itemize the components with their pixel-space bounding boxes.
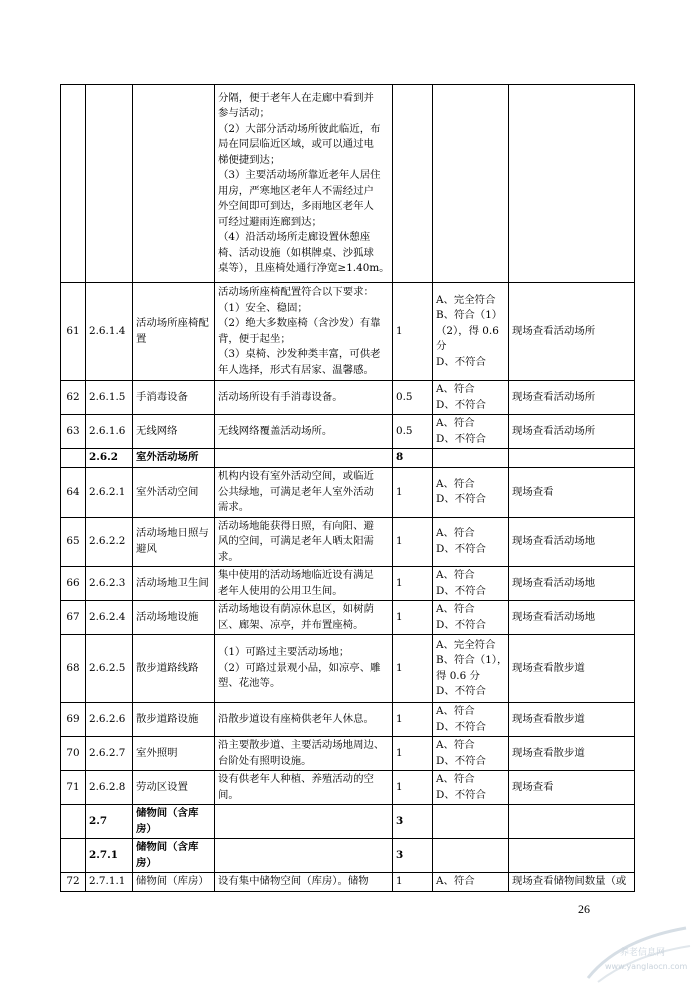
row-number: 62 — [61, 381, 86, 415]
row-content — [215, 415, 393, 449]
row-method — [509, 449, 635, 468]
table-row — [61, 737, 635, 771]
row-score: 1 — [393, 873, 433, 892]
row-content — [215, 85, 393, 283]
row-item: 室外照明 — [133, 737, 215, 771]
row-score — [393, 85, 433, 283]
row-item: 手消毒设备 — [133, 381, 215, 415]
row-score: 3 — [393, 805, 433, 839]
row-standard-line: D、不符合 — [436, 398, 486, 411]
row-score: 1 — [393, 468, 433, 518]
row-content — [215, 283, 393, 381]
row-score: 1 — [393, 601, 433, 635]
row-content-line: （2）绝大多数座椅（含沙发）有靠 — [218, 317, 381, 329]
row-content-line: （2）大部分活动场所彼此临近，布 — [218, 122, 381, 135]
row-standard-line: A、符合 — [436, 603, 475, 615]
row-code: 2.6.2 — [86, 449, 133, 468]
row-method: 现场查看储物间数量（或 — [509, 873, 635, 892]
row-item: 劳动区设置 — [133, 771, 215, 805]
row-content-line: 活动场所座椅配置符合以下要求： — [218, 286, 374, 298]
row-content-line: 无线网络覆盖活动场所。 — [218, 424, 333, 437]
row-method: 现场查看 — [509, 771, 635, 805]
row-score: 1 — [393, 737, 433, 771]
table-row — [61, 449, 635, 468]
row-standard-line: A、符合 — [436, 417, 475, 429]
row-standard-line: A、完全符合 — [436, 293, 496, 306]
row-score: 3 — [393, 839, 433, 873]
row-score: 1 — [393, 635, 433, 703]
row-standard — [433, 601, 509, 635]
row-standard — [433, 805, 509, 839]
row-content-line: 外空间即可到达，多雨地区老年人 — [218, 200, 374, 212]
table-row — [61, 873, 635, 892]
row-standard-line: A、符合 — [436, 773, 475, 785]
row-content-line: 台阶处有照明设施。 — [218, 754, 312, 767]
row-standard-line: D、不符合 — [436, 685, 486, 697]
row-standard-line: D、不符合 — [436, 720, 486, 733]
row-standard-line: A、符合 — [436, 569, 475, 581]
row-content-line: 椅、活动设施（如棋牌桌、沙狐球 — [218, 246, 374, 259]
row-code: 2.6.1.6 — [86, 415, 133, 449]
row-standard — [433, 737, 509, 771]
row-item: 无线网络 — [133, 415, 215, 449]
row-standard — [433, 415, 509, 449]
row-code — [86, 85, 133, 283]
row-standard — [433, 873, 509, 892]
row-content-line: 桌等），且座椅处通行净宽≥1.40m。 — [218, 262, 390, 274]
row-content — [215, 839, 393, 873]
row-standard-line: 得 0.6 分 — [436, 669, 480, 682]
row-standard-line: （2），得 0.6 — [436, 324, 499, 337]
row-content-line: 沿散步道设有座椅供老年人休息。 — [218, 712, 374, 725]
row-standard-line: A、符合 — [436, 477, 475, 490]
row-score: 1 — [393, 771, 433, 805]
row-content-line: 年人选择，形式有居家、温馨感。 — [218, 363, 374, 376]
row-standard — [433, 381, 509, 415]
table-row — [61, 517, 635, 567]
row-method — [509, 839, 635, 873]
row-number: 65 — [61, 517, 86, 567]
row-standard-line: A、符合 — [436, 875, 475, 887]
row-content — [215, 737, 393, 771]
row-content-line: （2）可路过景观小品，如凉亭、雕 — [218, 661, 381, 674]
row-item: 储物间（含库房） — [133, 805, 215, 839]
row-standard-line: B、符合（1）， — [436, 654, 508, 666]
row-method — [509, 85, 635, 283]
row-score: 8 — [393, 449, 433, 468]
table-row — [61, 771, 635, 805]
row-code: 2.6.2.5 — [86, 635, 133, 703]
row-content-line: 活动场地能获得日照，有向阳、避 — [218, 519, 374, 532]
row-method: 现场查看散步道 — [509, 703, 635, 737]
row-number: 71 — [61, 771, 86, 805]
row-content-line: 风的空间，可满足老年人晒太阳需 — [218, 535, 374, 547]
row-item: 活动场地设施 — [133, 601, 215, 635]
row-number — [61, 805, 86, 839]
row-content-line: 可经过避雨连廊到达； — [218, 215, 322, 228]
row-code: 2.6.2.4 — [86, 601, 133, 635]
page-number: 26 — [578, 902, 590, 916]
row-code: 2.6.1.4 — [86, 283, 133, 381]
row-item: 活动场地日照与避风 — [133, 517, 215, 567]
row-method: 现场查看活动场所 — [509, 381, 635, 415]
row-standard-line: D、不符合 — [436, 542, 486, 555]
row-content — [215, 805, 393, 839]
row-score: 1 — [393, 567, 433, 601]
table-row — [61, 415, 635, 449]
row-code: 2.6.2.6 — [86, 703, 133, 737]
row-item: 活动场地卫生间 — [133, 567, 215, 601]
row-method: 现场查看 — [509, 468, 635, 518]
row-item: 散步道路线路 — [133, 635, 215, 703]
row-number: 72 — [61, 873, 86, 892]
row-content-line: 设有供老年人种植、养殖活动的空 — [218, 773, 374, 785]
row-number: 64 — [61, 468, 86, 518]
row-code: 2.7.1.1 — [86, 873, 133, 892]
row-content-line: 需求。 — [218, 501, 250, 513]
row-standard-line: A、完全符合 — [436, 638, 496, 651]
row-method: 现场查看活动场地 — [509, 517, 635, 567]
row-content-line: 公共绿地，可满足老年人室外活动 — [218, 485, 374, 498]
row-standard-line: D、不符合 — [436, 493, 486, 506]
row-content-line: 区、廊架、凉亭，并布置座椅。 — [218, 618, 364, 631]
row-number: 61 — [61, 283, 86, 381]
row-standard-line: D、不符合 — [436, 788, 486, 801]
row-content-line: （1）安全、稳固； — [218, 301, 308, 314]
row-item: 散步道路设施 — [133, 703, 215, 737]
row-content-line: 设有集中储物空间（库房）。储物 — [218, 875, 369, 887]
row-content-line: 梯便捷到达； — [218, 153, 281, 166]
row-content-line: 活动场地设有荫凉休息区，如树荫 — [218, 603, 374, 615]
row-number — [61, 85, 86, 283]
row-method: 现场查看活动场所 — [509, 415, 635, 449]
row-method: 现场查看散步道 — [509, 635, 635, 703]
row-code: 2.6.2.8 — [86, 771, 133, 805]
row-content-line: 集中使用的活动场地临近设有满足 — [218, 569, 374, 581]
watermark-text: 养老信息网 — [620, 948, 666, 958]
row-score: 1 — [393, 703, 433, 737]
row-score: 1 — [393, 283, 433, 381]
row-content — [215, 567, 393, 601]
row-method: 现场查看散步道 — [509, 737, 635, 771]
row-code: 2.6.2.7 — [86, 737, 133, 771]
row-code: 2.7.1 — [86, 839, 133, 873]
row-method: 现场查看活动场地 — [509, 601, 635, 635]
row-code: 2.6.2.1 — [86, 468, 133, 518]
row-standard-line: D、不符合 — [436, 618, 486, 631]
row-number: 69 — [61, 703, 86, 737]
row-content-line: 分隔，便于老年人在走廊中看到并 — [218, 91, 374, 104]
watermark-url: www.yanglaocn.com — [605, 962, 688, 971]
row-content-line: （3）桌椅、沙发种类丰富，可供老 — [218, 348, 381, 360]
row-item: 室外活动空间 — [133, 468, 215, 518]
row-content-line: 塑、花池等。 — [218, 677, 281, 690]
row-content-line: 沿主要散步道、主要活动场地周边、 — [218, 739, 385, 751]
row-standard — [433, 771, 509, 805]
row-standard-line: A、符合 — [436, 527, 475, 540]
row-standard-line: D、不符合 — [436, 432, 486, 445]
table-row — [61, 468, 635, 518]
row-content-line: （4）沿活动场所走廊设置休憩座 — [218, 231, 371, 243]
row-content-line: 机构内设有室外活动空间，或临近 — [218, 470, 374, 482]
row-score: 0.5 — [393, 415, 433, 449]
row-item: 储物间（含库房） — [133, 839, 215, 873]
row-method: 现场查看活动场地 — [509, 567, 635, 601]
row-content — [215, 635, 393, 703]
row-number — [61, 449, 86, 468]
row-content — [215, 703, 393, 737]
row-standard-line: A、符合 — [436, 705, 475, 717]
row-content-line: 老年人使用的公用卫生间。 — [218, 584, 343, 597]
row-score: 0.5 — [393, 381, 433, 415]
row-content-line: 局在同层临近区域，或可以通过电 — [218, 138, 374, 150]
row-standard — [433, 468, 509, 518]
row-content-line: 用房，严寒地区老年人不需经过户 — [218, 184, 374, 197]
table-row — [61, 703, 635, 737]
row-standard — [433, 85, 509, 283]
row-standard-line: B、符合（1） — [436, 309, 503, 322]
row-standard-line: D、不符合 — [436, 754, 486, 767]
row-content-line: 背，便于起坐； — [218, 332, 291, 345]
row-item: 室外活动场所 — [133, 449, 215, 468]
row-number: 70 — [61, 737, 86, 771]
row-standard-line: D、不符合 — [436, 355, 486, 368]
row-number: 66 — [61, 567, 86, 601]
table-row — [61, 567, 635, 601]
row-content — [215, 517, 393, 567]
row-number: 63 — [61, 415, 86, 449]
row-standard — [433, 635, 509, 703]
row-standard — [433, 283, 509, 381]
row-content — [215, 449, 393, 468]
row-content — [215, 381, 393, 415]
row-content — [215, 873, 393, 892]
row-code: 2.6.1.5 — [86, 381, 133, 415]
row-content — [215, 468, 393, 518]
row-number: 68 — [61, 635, 86, 703]
row-content — [215, 601, 393, 635]
table-row — [61, 635, 635, 703]
row-standard — [433, 703, 509, 737]
row-standard — [433, 567, 509, 601]
row-item — [133, 85, 215, 283]
table-row — [61, 85, 635, 283]
row-code: 2.7 — [86, 805, 133, 839]
row-standard — [433, 449, 509, 468]
row-content — [215, 771, 393, 805]
row-content-line: 求。 — [218, 550, 239, 563]
row-item: 储物间（库房） — [133, 873, 215, 892]
row-code: 2.6.2.2 — [86, 517, 133, 567]
row-score: 1 — [393, 517, 433, 567]
row-standard-line: A、符合 — [436, 383, 475, 395]
table-row — [61, 805, 635, 839]
row-method — [509, 805, 635, 839]
table-row — [61, 839, 635, 873]
row-code: 2.6.2.3 — [86, 567, 133, 601]
row-content-line: （3）主要活动场所靠近老年人居住 — [218, 169, 381, 181]
row-number — [61, 839, 86, 873]
table-row — [61, 601, 635, 635]
row-standard — [433, 839, 509, 873]
row-content-line: 间。 — [218, 788, 239, 801]
row-number: 67 — [61, 601, 86, 635]
row-content-line: （1）可路过主要活动场地； — [218, 646, 350, 659]
row-standard-line: D、不符合 — [436, 584, 486, 597]
row-method: 现场查看活动场所 — [509, 283, 635, 381]
table-row — [61, 381, 635, 415]
row-standard-line: A、符合 — [436, 739, 475, 751]
row-item: 活动场所座椅配置 — [133, 283, 215, 381]
evaluation-table — [60, 84, 635, 892]
row-content-line: 活动场所设有手消毒设备。 — [218, 390, 343, 403]
table-row — [61, 283, 635, 381]
row-standard-line: 分 — [436, 340, 447, 353]
row-content-line: 参与活动； — [218, 107, 270, 119]
row-standard — [433, 517, 509, 567]
